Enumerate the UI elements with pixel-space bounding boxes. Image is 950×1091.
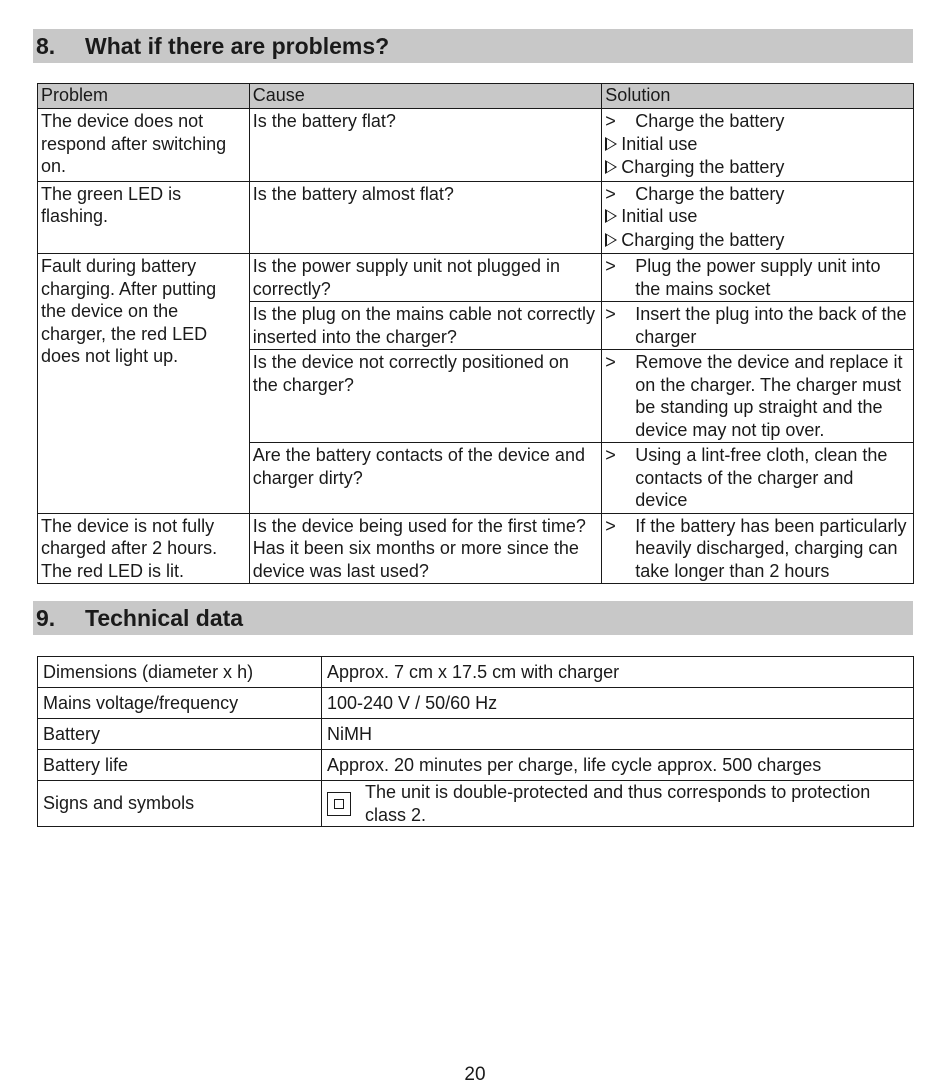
- spec-value-text: The unit is double-protected and thus corresponds to protection class 2.: [365, 782, 871, 825]
- table-row: [38, 181, 914, 254]
- column-header-cause: Cause: [249, 84, 602, 109]
- problem-cell: The green LED is flashing.: [38, 181, 250, 254]
- cause-cell: Is the battery almost flat?: [249, 181, 602, 254]
- table-row: [38, 657, 914, 688]
- action-marker: >: [605, 304, 616, 324]
- spec-value: 100-240 V / 50/60 Hz: [322, 688, 914, 719]
- solution-line: [605, 444, 910, 512]
- table-row: [38, 781, 914, 827]
- section-8-number: 8.: [36, 32, 56, 59]
- table-row: [38, 719, 914, 750]
- section-9-number: 9.: [36, 604, 56, 631]
- section-9-header: [33, 601, 913, 635]
- spec-label: Mains voltage/frequency: [38, 688, 322, 719]
- solution-text: Initial use: [621, 133, 698, 154]
- action-marker: >: [605, 515, 616, 536]
- cross-reference-arrow-icon: [605, 156, 621, 180]
- cause-cell: Is the device being used for the first time? Has it been six months or more since the device was last used?: [249, 513, 602, 584]
- solution-text: Initial use: [621, 206, 698, 226]
- cross-reference-arrow-icon: [605, 205, 621, 229]
- action-marker: >: [605, 352, 616, 372]
- solution-cell: [602, 302, 914, 350]
- table-row: [38, 109, 914, 182]
- cause-cell: Is the battery flat?: [249, 109, 602, 182]
- section-9-title: Technical data: [85, 604, 244, 631]
- action-marker: >: [605, 256, 616, 276]
- column-header-solution: Solution: [602, 84, 914, 109]
- solution-text: Charging the battery: [621, 157, 785, 177]
- table-row: [38, 750, 914, 781]
- solution-line: [605, 133, 910, 157]
- spec-value: NiMH: [322, 719, 914, 750]
- spec-value: [322, 781, 914, 827]
- solution-text: Using a lint-free cloth, clean the contacts of the charger and device: [635, 445, 888, 510]
- solution-cell: [602, 254, 914, 302]
- solution-line: [605, 351, 910, 441]
- solution-line: [605, 110, 910, 133]
- action-marker: >: [605, 111, 616, 131]
- cross-reference-arrow-icon: [605, 229, 621, 253]
- column-header-problem: Problem: [38, 84, 250, 109]
- solution-line: [605, 255, 910, 300]
- solution-text: Plug the power supply unit into the mains socket: [635, 256, 881, 299]
- spec-label: Signs and symbols: [38, 781, 322, 827]
- solution-line: [605, 156, 910, 180]
- solution-text: If the battery has been particularly heavily discharged, charging can take longer than 2 hours: [635, 515, 907, 581]
- table-header-row: [38, 84, 914, 109]
- action-marker: >: [605, 445, 616, 465]
- cross-reference-arrow-icon: [605, 133, 621, 157]
- spec-value: Approx. 20 minutes per charge, life cycle approx. 500 charges: [322, 750, 914, 781]
- spec-label: Dimensions (diameter x h): [38, 657, 322, 688]
- cause-cell: Are the battery contacts of the device and charger dirty?: [249, 443, 602, 514]
- solution-cell: [602, 181, 914, 254]
- cause-cell: Is the plug on the mains cable not correctly inserted into the charger?: [249, 302, 602, 350]
- solution-line: [605, 205, 910, 229]
- solution-cell: [602, 513, 914, 584]
- spec-label: Battery: [38, 719, 322, 750]
- solution-text: Remove the device and replace it on the charger. The charger must be standing up straight and the device may not tip over.: [635, 352, 903, 440]
- solution-text: Charging the battery: [621, 229, 785, 250]
- problem-cell: Fault during battery charging. After putting the device on the charger, the red LED does not light up.: [38, 254, 250, 514]
- solution-cell: [602, 109, 914, 182]
- table-row: [38, 254, 914, 302]
- table-row: [38, 513, 914, 584]
- section-8-header: [33, 29, 913, 63]
- double-insulation-icon: [327, 792, 351, 816]
- solution-cell: [602, 443, 914, 514]
- solution-line: [605, 229, 910, 253]
- solution-line: [605, 303, 910, 348]
- solution-cell: [602, 350, 914, 443]
- problem-cell: The device is not fully charged after 2 hours. The red LED is lit.: [38, 513, 250, 584]
- action-marker: >: [605, 183, 616, 204]
- technical-data-table: [37, 656, 914, 827]
- table-row: [38, 688, 914, 719]
- solution-text: Charge the battery: [635, 111, 785, 131]
- spec-value: Approx. 7 cm x 17.5 cm with charger: [322, 657, 914, 688]
- page-number: 20: [464, 1064, 486, 1085]
- section-8-title: What if there are problems?: [85, 32, 390, 59]
- cause-cell: Is the device not correctly positioned on the charger?: [249, 350, 602, 443]
- solution-text: Insert the plug into the back of the charger: [635, 304, 907, 347]
- troubleshooting-table: [37, 83, 914, 584]
- cause-cell: Is the power supply unit not plugged in correctly?: [249, 254, 602, 302]
- solution-text: Charge the battery: [635, 183, 785, 204]
- spec-label: Battery life: [38, 750, 322, 781]
- problem-cell: The device does not respond after switching on.: [38, 109, 250, 182]
- solution-line: [605, 515, 910, 583]
- solution-line: [605, 183, 910, 206]
